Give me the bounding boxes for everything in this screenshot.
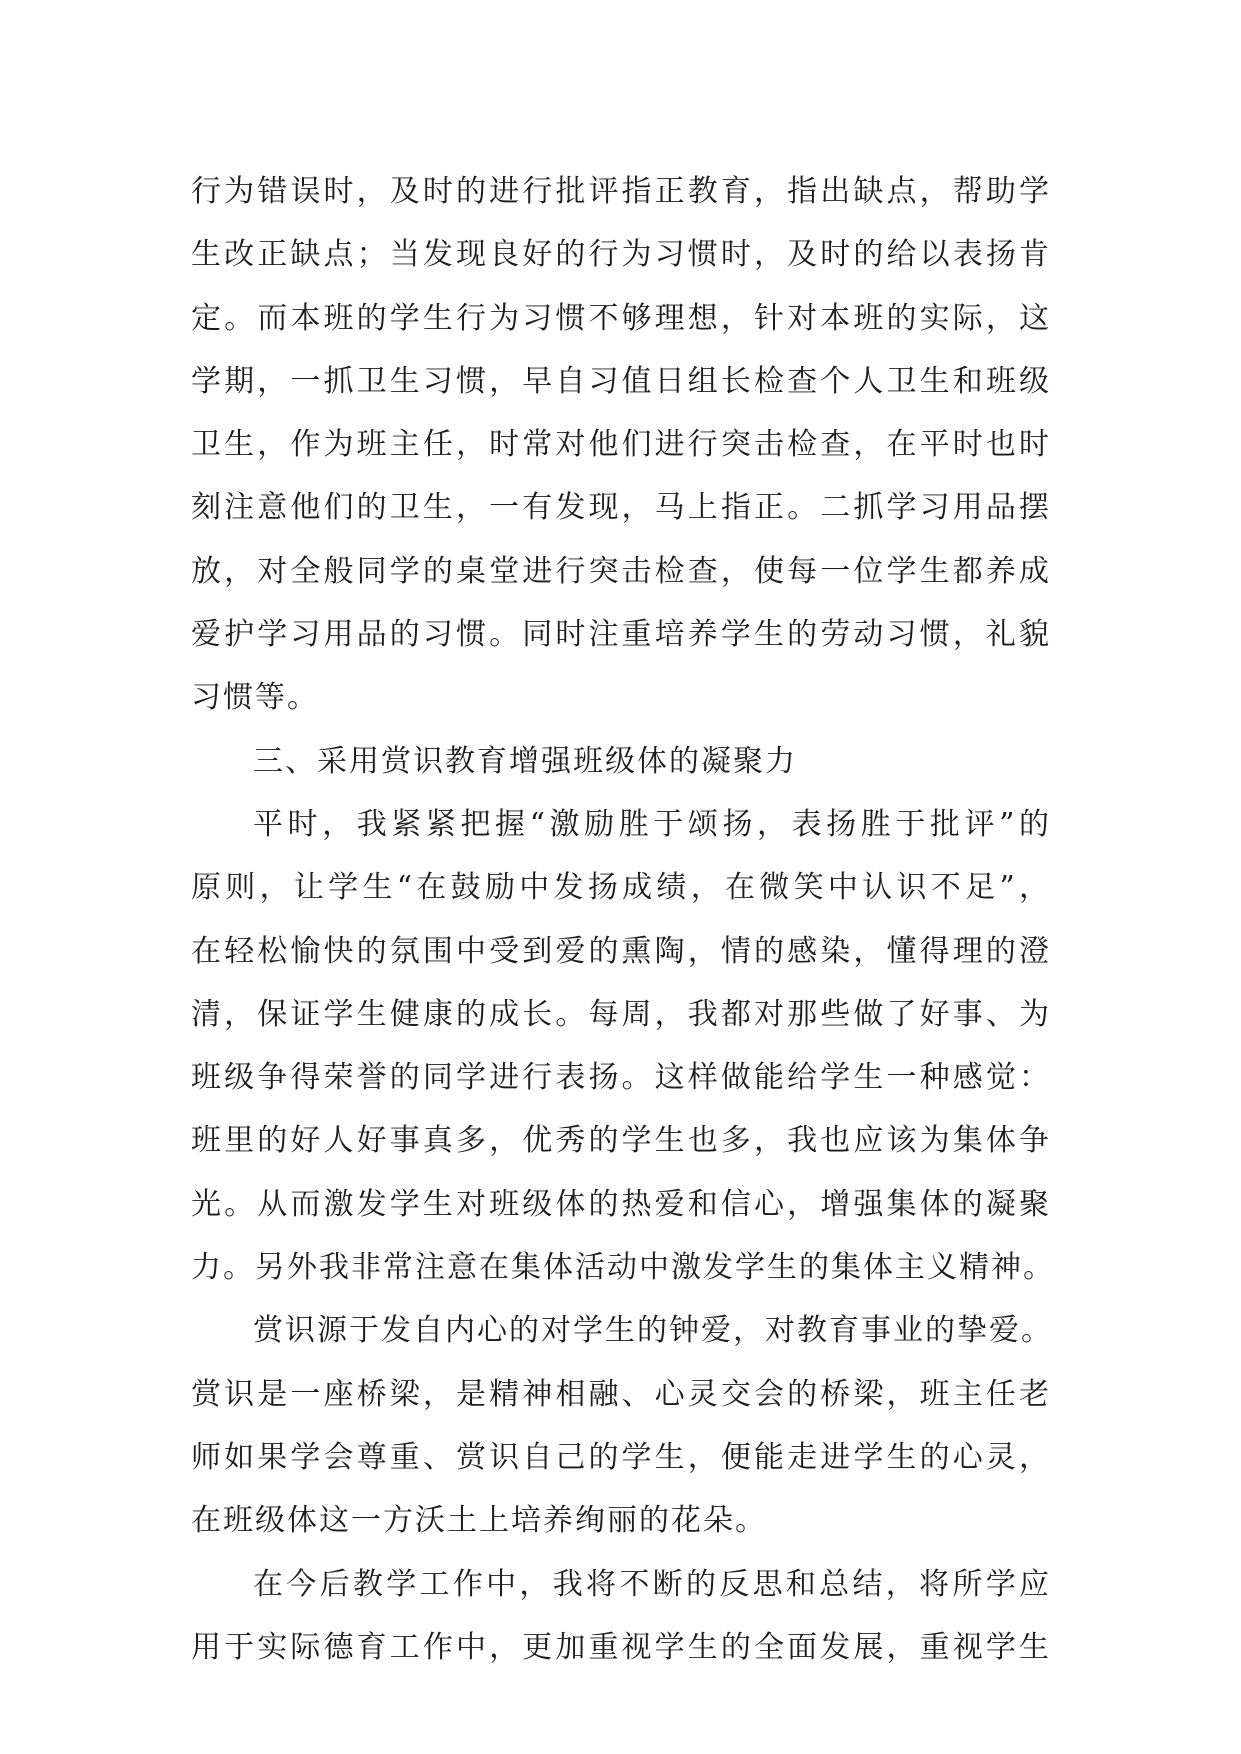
text-line: 赏识源于发自内心的对学生的钟爱，对教育事业的挚爱。 [253,1313,1053,1349]
text-line: 习惯等。 [191,680,319,716]
text-line: 生改正缺点；当发现良好的行为习惯时，及时的给以表扬肯 [191,237,1051,273]
text-line: 力。另外我非常注意在集体活动中激发学生的集体主义精神。 [191,1250,1055,1286]
text-line: 用于实际德育工作中，更加重视学生的全面发展，重视学生 [191,1629,1051,1665]
text-line: 班级争得荣誉的同学进行表扬。这样做能给学生一种感觉： [191,1060,1051,1096]
text-line: 清，保证学生健康的成长。每周，我都对那些做了好事、为 [191,996,1051,1032]
text-line: 在轻松愉快的氛围中受到爱的熏陶，情的感染，懂得理的澄 [191,933,1051,969]
text-line: 光。从而激发学生对班级体的热爱和信心，增强集体的凝聚 [191,1186,1051,1222]
text-line: 赏识是一座桥梁，是精神相融、心灵交会的桥梁，班主任老 [191,1376,1051,1412]
body-text [191,160,1055,1679]
text-line: 在今后教学工作中，我将不断的反思和总结，将所学应 [253,1566,1051,1602]
text-line: 行为错误时，及时的进行批评指正教育，指出缺点，帮助学 [191,174,1051,209]
text-line: 在班级体这一方沃土上培养绚丽的花朵。 [191,1503,767,1539]
section-heading: 三、采用赏识教育增强班级体的凝聚力 [253,743,797,779]
text-line: 学期，一抓卫生习惯，早自习值日组长检查个人卫生和班级 [191,363,1051,399]
text-line: 卫生，作为班主任，时常对他们进行突击检查，在平时也时 [191,427,1051,463]
text-line: 刻注意他们的卫生，一有发现，马上指正。二抓学习用品摆 [191,490,1051,526]
text-line: 爱护学习用品的习惯。同时注重培养学生的劳动习惯，礼貌 [191,617,1051,653]
text-line: 班里的好人好事真多，优秀的学生也多，我也应该为集体争 [191,1123,1051,1159]
text-line: 师如果学会尊重、赏识自己的学生，便能走进学生的心灵， [191,1439,1051,1475]
text-line: 平时，我紧紧把握“激励胜于颂扬，表扬胜于批评”的 [253,806,1051,842]
text-line: 定。而本班的学生行为习惯不够理想，针对本班的实际，这 [191,300,1051,336]
text-line: 原则，让学生“在鼓励中发扬成绩，在微笑中认识不足”， [191,870,1051,906]
text-line: 放，对全般同学的桌堂进行突击检查，使每一位学生都养成 [191,553,1051,589]
